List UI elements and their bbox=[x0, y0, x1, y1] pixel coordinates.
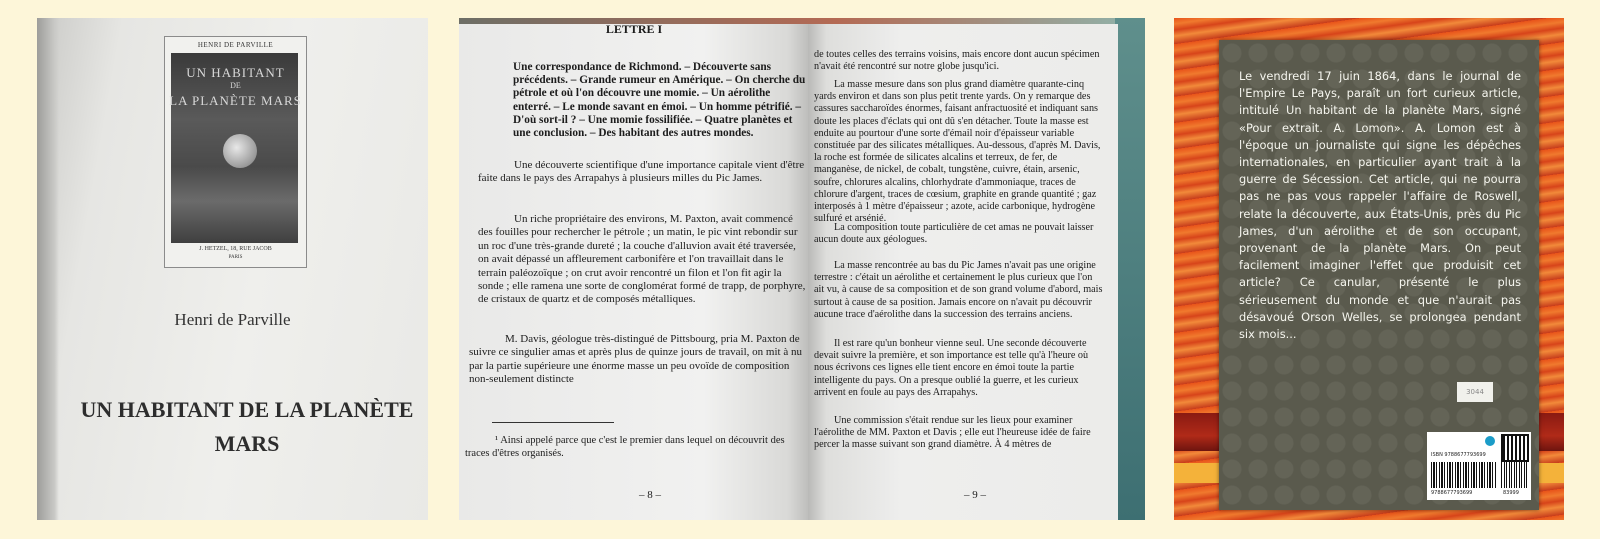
back-cover-blurb: Le vendredi 17 juin 1864, dans le journal de l'Empire Le Pays, paraît un fort curieux article, intitulé Un habitant de la planète Mars, signé «Pour extrait. A. Lomon». A. Lomon est à l'époque un journaliste qui signe les dépêches internationales, en particulier ayant trait à la guerre de Sécession. Cet article, qui ne pourra pas ne pas vous rappeler l'affaire de Roswell, relate la découverte, aux États-Unis, près du Pic James, d'un aérolithe et de son occupant, provenant de la planète Mars. On peut facilement imaginer l'effet que produisit cet article? Ce canular, présenté le plus sérieusement du monde et que n'aurait pas désavoué Orson Welles, se prolongea pendant six mois... bbox=[1239, 69, 1521, 342]
frontispiece-city: PARIS bbox=[228, 255, 243, 260]
right-paragraph-1: La masse mesure dans son plus grand diamètre quarante-cinq yards environ et dans son plus petit trente yards. On y remarque des cassures saccharoïdes énormes, faisant anfractuosité et indiquant sans doute les places d'éclats qui ont dû s'en détacher. Toute la masse est enduite au pourtour d'une sorte d'émail noir d'épaisseur variable constituée par des silicates métalliques. Au-dessous, d'après M. Davis, la roche est formée de silicates alcalins et terreux, de fer, de manganèse, de nickel, de cobalt, tungstène, cuivre, étain, arsenic, soufre, chlorures alcalins, chlorhydrate d'ammoniaque, traces de chlorure d'argent, traces de cœsium, graphite en grande quantité ; gaz interposés à 1 mètre d'épaisseur ; azote, acide carbonique, hydrogène sulfuré et arsénié. bbox=[814, 79, 1101, 225]
page-shadow bbox=[37, 18, 59, 520]
ean-number: 9788677793699 bbox=[1431, 490, 1473, 496]
right-page bbox=[808, 24, 1118, 520]
addon-barcode-icon bbox=[1501, 462, 1527, 488]
frontispiece-author: HENRI DE PARVILLE bbox=[197, 41, 274, 49]
book-title: UN HABITANT DE LA PLANÈTE MARS bbox=[80, 397, 414, 456]
left-page bbox=[459, 24, 809, 520]
footnote-rule bbox=[492, 422, 614, 423]
title-page-photo bbox=[37, 18, 428, 520]
frontispiece-title-line3: LA PLANÈTE MARS bbox=[169, 93, 302, 108]
ean-addon-number: 83999 bbox=[1503, 490, 1519, 496]
left-paragraph-1: Une découverte scientifique d'une importance capitale vient d'être faite dans le pays des Arrapahys à plusieurs milles du Pic James. bbox=[478, 159, 805, 185]
back-cover-photo bbox=[1174, 18, 1564, 520]
frontispiece-illustration bbox=[164, 36, 307, 268]
barcode-panel bbox=[1427, 432, 1531, 500]
page-number-left: – 8 – bbox=[639, 489, 661, 501]
qr-code-icon bbox=[1503, 436, 1527, 460]
right-paragraph-3: La masse rencontrée au bas du Pic James n'avait pas une origine terrestre : c'était un aérolithe et certainement le plus curieux que l'on ait vu, à cause de sa composition et de son grand volume d'abord, mais surtout à cause de sa position. Jamais encore on n'avait pu découvrir aucune trace d'aérolithe dans la succession des terrains anciens. bbox=[814, 260, 1103, 320]
frontispiece-publisher: J. HETZEL, 18, RUE JACOB bbox=[199, 246, 272, 252]
right-paragraph-2: La composition toute particulière de cet amas ne pouvait laisser aucun doute aux géologues. bbox=[814, 222, 1094, 246]
chapter-header: LETTRE I bbox=[605, 22, 663, 36]
isbn-label: ISBN 9788677793699 bbox=[1431, 452, 1486, 458]
page-number-right: – 9 – bbox=[964, 489, 986, 501]
frontispiece-title-line1: UN HABITANT bbox=[186, 65, 285, 80]
right-paragraph-5: Une commission s'était rendue sur les lieux pour examiner l'aérolithe de MM. Paxton et Davis ; elle eut l'heureuse idée de faire percer la masse suivant son grand diamètre. À 4 mètres de bbox=[814, 415, 1091, 451]
right-paragraph-4: Il est rare qu'un bonheur vienne seul. Une seconde découverte devait suivre la première, et son importance est telle qu'à l'heure où nous écrivons ces lignes elle tient encore en émoi toute la partie intelligente du pays. On a presque oublié la guerre, et les curieux arrivent en foule au pays des Arrapahys. bbox=[814, 338, 1089, 398]
mars-planet-drawing bbox=[223, 134, 257, 168]
background-fabric bbox=[1115, 18, 1145, 520]
publisher-logo-icon bbox=[1485, 436, 1495, 446]
footnote: ¹ Ainsi appelé parce que c'est le premier dans lequel on découvrit des traces d'êtres organisés. bbox=[465, 435, 785, 460]
frontispiece-title-line2: DE bbox=[230, 81, 241, 90]
right-paragraph-0: de toutes celles des terrains voisins, mais encore dont aucun spécimen n'avait été rencontré sur notre globe jusqu'ici. bbox=[814, 49, 1100, 73]
price-sticker: 3044 bbox=[1457, 382, 1493, 402]
open-book-photo bbox=[459, 18, 1145, 520]
back-cover bbox=[1219, 40, 1539, 510]
author-name: Henri de Parville bbox=[174, 310, 291, 329]
barcode-icon bbox=[1431, 462, 1497, 488]
left-paragraph-2: Un riche propriétaire des environs, M. Paxton, avait commencé des fouilles pour rechercher le pétrole ; un matin, le pic vint rebondir sur un roc d'une très-grande dureté ; la couche d'alluvion avait été traversée, on avait dépassé un affleurement carbonifère et l'on travaillait dans le terrain paléozoïque ; on crut avoir rencontré un filon et l'on fit agir la sonde ; elle ramena une sorte de conglomérat formé de trapp, de porphyre, de cristaux de quartz et de composés métalliques. bbox=[478, 213, 806, 306]
left-paragraph-3: M. Davis, géologue très-distingué de Pittsbourg, pria M. Paxton de suivre ce singulier amas et après plus de quinze jours de travail, on mit à nu par la partie supérieure une énorme masse un peu ovoïde de composition non-seulement distincte bbox=[469, 333, 802, 386]
chapter-summary: Une correspondance de Richmond. – Découverte sans précédents. – Grande rumeur en Amérique. – On cherche du pétrole et où l'on découvre une momie. – Un aérolithe enterré. – Le monde savant en émoi. – Un homme pétrifié. – D'où sort-il ? – Une momie fossilifiée. – Quatre planètes et une conclusion. – Des habitant des autres mondes. bbox=[513, 61, 806, 140]
